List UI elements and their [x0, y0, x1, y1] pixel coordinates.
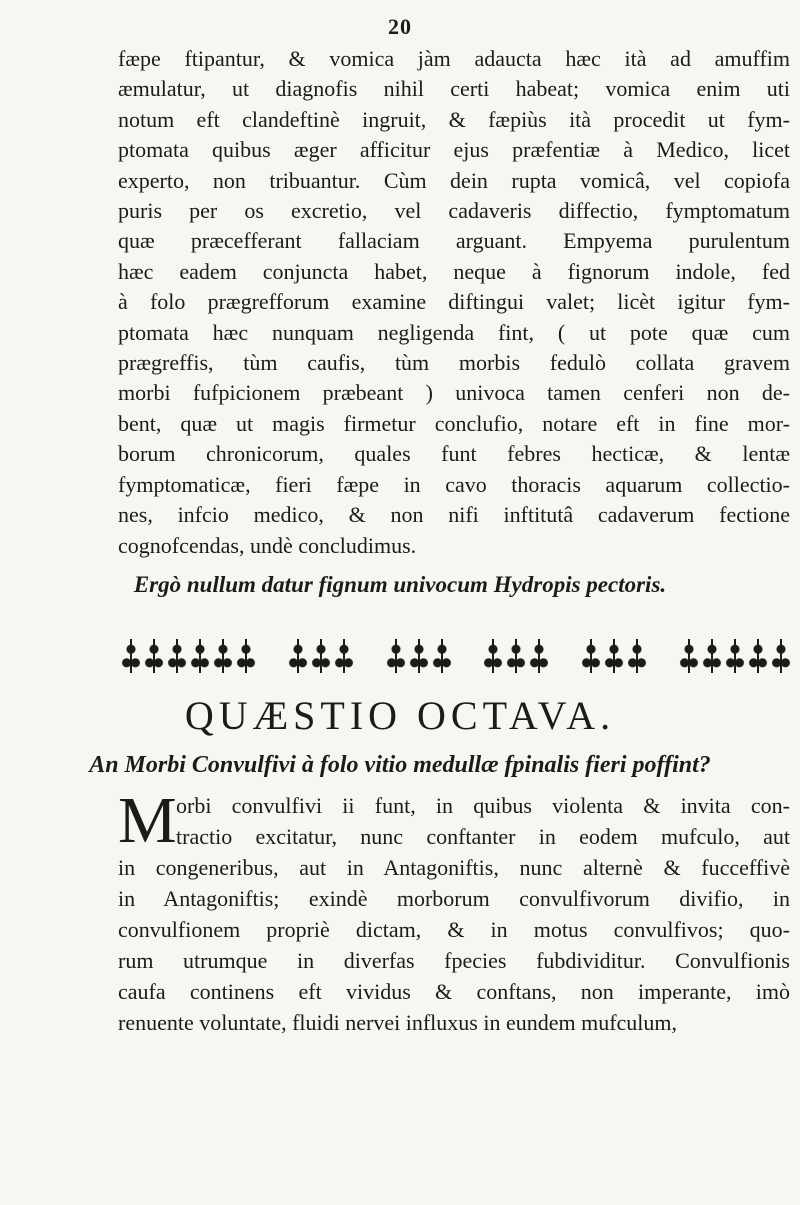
fleuron-icon [724, 639, 746, 673]
fleuron-icon [482, 639, 504, 673]
fleuron-icon [678, 639, 700, 673]
text-line: notum eft clandeftinè ingruit, & fæpiùs ità procedit ut fym- [118, 106, 790, 132]
text-line: borum chronicorum, quales funt febres hecticæ, & lentæ [118, 441, 790, 467]
ornament-group [385, 639, 453, 673]
fleuron-icon [310, 639, 332, 673]
text-line: à folo prægrefforum examine diftingui valet; licèt igitur fym- [118, 289, 790, 315]
fleuron-icon [143, 639, 165, 673]
ornament-group [482, 639, 550, 673]
fleuron-icon [747, 639, 769, 673]
text-line: orbi convulfivi ii funt, in quibus violenta & invita con- [176, 793, 790, 818]
ornament-group [580, 639, 648, 673]
ornament-group [287, 639, 355, 673]
ornament-group [120, 639, 257, 673]
text-line: renuente voluntate, fluidi nervei influxus in eundem mufculum, [118, 1010, 678, 1035]
fleuron-icon [235, 639, 257, 673]
fleuron-icon [333, 639, 355, 673]
fleuron-icon [528, 639, 550, 673]
text-line: bent, quæ ut magis firmetur conclufio, notare eft in fine mor- [118, 410, 790, 436]
text-line: ptomata hæc nunquam negligenda fint, ( ut pote quæ cum [118, 319, 790, 345]
drop-cap: M [118, 784, 177, 857]
text-line: experto, non tribuantur. Cùm dein rupta vomicâ, vel copiofa [118, 167, 790, 193]
section-question: An Morbi Convulfivi à folo vitio medullæ fpinalis fieri poffint? [89, 752, 711, 778]
ornamental-divider [120, 636, 792, 676]
text-line: puris per os excretio, vel cadaveris diffectio, fymptomatum [118, 198, 790, 224]
fleuron-icon [580, 639, 602, 673]
fleuron-icon [385, 639, 407, 673]
fleuron-icon [431, 639, 453, 673]
text-line: tractio excitatur, nunc conftanter in eodem mufculo, aut [176, 824, 790, 849]
text-line: prægreffis, tùm caufis, tùm morbis fedulò collata gravem [118, 350, 790, 376]
fleuron-icon [701, 639, 723, 673]
fleuron-icon [287, 639, 309, 673]
paragraph-continued [118, 44, 790, 561]
fleuron-icon [505, 639, 527, 673]
text-line: morbi fufpicionem præbeant ) univoca tamen cenferi non de- [118, 380, 790, 406]
text-line: fymptomaticæ, fieri fæpe in cavo thoracis aquarum collectio- [118, 471, 790, 497]
fleuron-icon [603, 639, 625, 673]
text-line: nes, infcio medico, & non nifi inftitutâ cadaverum fectione [118, 502, 790, 528]
text-line: in congeneribus, aut in Antagoniftis, nunc alternè & fucceffivè [118, 855, 790, 880]
text-line: fæpe ftipantur, & vomica jàm adaucta hæc ità ad amuffim [118, 46, 790, 71]
text-line: quæ præcefferant fallaciam arguant. Empyema purulentum [118, 228, 790, 254]
fleuron-icon [120, 639, 142, 673]
text-line: æmulatur, ut diagnofis nihil certi habeat; vomica enim uti [118, 76, 790, 102]
fleuron-icon [626, 639, 648, 673]
fleuron-icon [408, 639, 430, 673]
text-line: in Antagoniftis; exindè morborum convulfivorum divifio, in [118, 886, 790, 911]
text-line: hæc eadem conjuncta habet, neque à fignorum indole, fed [118, 258, 790, 284]
text-line: convulfionem propriè dictam, & in motus convulfivos; quo- [118, 917, 790, 942]
page-number: 20 [388, 14, 412, 39]
text-line: rum utrumque in diverfas fpecies fubdividitur. Convulfionis [118, 948, 790, 973]
paragraph-body [118, 784, 790, 1038]
text-line: cognofcendas, undè concludimus. [118, 532, 417, 558]
section-heading: QUÆSTIO OCTAVA. [184, 693, 616, 738]
text-line: ptomata quibus æger afficitur ejus præfentiæ à Medico, licet [118, 137, 790, 163]
fleuron-icon [212, 639, 234, 673]
fleuron-icon [770, 639, 792, 673]
fleuron-icon [166, 639, 188, 673]
text-line: caufa continens eft vividus & conftans, non imperante, imò [118, 979, 790, 1004]
ornament-group [678, 639, 792, 673]
fleuron-icon [189, 639, 211, 673]
conclusion-line: Ergò nullum datur fignum univocum Hydropis pectoris. [133, 572, 667, 597]
